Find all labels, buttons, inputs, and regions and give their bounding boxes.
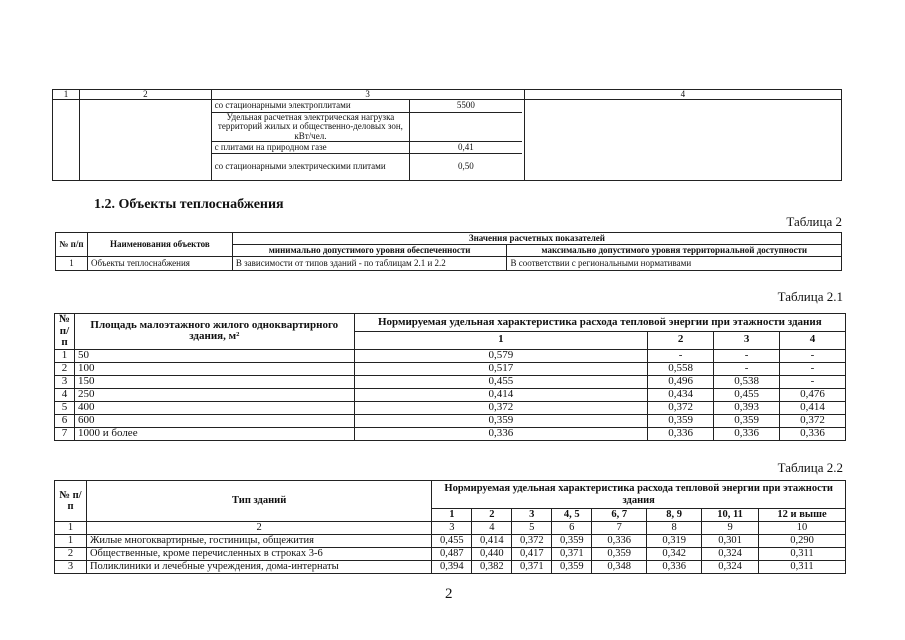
row-area: 50 — [74, 349, 354, 362]
row-type: Поликлиники и лечебные учреждения, дома-интернаты — [86, 561, 431, 574]
value-cell: 0,394 — [432, 561, 472, 574]
value-cell: 0,359 — [552, 561, 592, 574]
value-cell: - — [714, 362, 780, 375]
row-num: 1 — [56, 257, 88, 271]
row-name: Объекты теплоснабжения — [87, 257, 232, 271]
floor-header: 3 — [512, 509, 552, 522]
col-area-header: Площадь малоэтажного жилого одноквартирного здания, м² — [74, 314, 354, 350]
value-cell: 0,517 — [354, 362, 648, 375]
floor-header: 1 — [354, 331, 648, 349]
value-cell: 0,417 — [512, 548, 552, 561]
floor-header: 6, 7 — [592, 509, 647, 522]
row-value — [410, 112, 522, 141]
nested-cell — [211, 100, 524, 180]
value-cell: 0,382 — [472, 561, 512, 574]
table-row — [55, 548, 846, 561]
row-num: 4 — [55, 388, 75, 401]
value-cell: 0,487 — [432, 548, 472, 561]
index-cell: 5 — [512, 522, 552, 535]
row-num: 1 — [55, 535, 87, 548]
index-cell: 4 — [472, 522, 512, 535]
index-cell: 2 — [86, 522, 431, 535]
table-row — [55, 401, 846, 414]
value-cell: 0,359 — [648, 414, 714, 427]
value-cell: 0,440 — [472, 548, 512, 561]
index-cell: 10 — [759, 522, 846, 535]
col-num-header: № п/п — [55, 481, 87, 522]
value-cell: 0,476 — [780, 388, 846, 401]
table-row — [55, 427, 846, 440]
value-cell: 0,455 — [432, 535, 472, 548]
index-cell: 3 — [432, 522, 472, 535]
value-cell: 0,558 — [648, 362, 714, 375]
value-cell: - — [714, 349, 780, 362]
row-label: с плитами на природном газе — [212, 142, 410, 154]
row-num: 2 — [55, 548, 87, 561]
table-row — [55, 375, 846, 388]
row-num: 3 — [55, 375, 75, 388]
value-cell: - — [780, 349, 846, 362]
value-cell: 0,359 — [592, 548, 647, 561]
row-num: 2 — [55, 362, 75, 375]
floor-header: 8, 9 — [647, 509, 702, 522]
index-cell: 8 — [647, 522, 702, 535]
value-cell: 0,359 — [552, 535, 592, 548]
table-2-2 — [54, 480, 846, 574]
value-cell: 0,372 — [780, 414, 846, 427]
value-cell: 0,301 — [702, 535, 759, 548]
table-row — [55, 388, 846, 401]
value-cell: 0,371 — [512, 561, 552, 574]
table-caption: Таблица 2.2 — [777, 460, 843, 475]
value-cell: 0,336 — [647, 561, 702, 574]
value-cell: - — [648, 349, 714, 362]
value-cell: 0,579 — [354, 349, 648, 362]
value-cell: 0,336 — [592, 535, 647, 548]
row-type: Общественные, кроме перечисленных в строках 3-6 — [86, 548, 431, 561]
header-cell: 4 — [524, 90, 841, 100]
value-cell: 0,455 — [714, 388, 780, 401]
value-cell: 0,336 — [648, 427, 714, 440]
value-cell: - — [780, 362, 846, 375]
row-value: 0,41 — [410, 142, 522, 154]
value-cell: 0,324 — [702, 548, 759, 561]
row-area: 600 — [74, 414, 354, 427]
table-row — [55, 414, 846, 427]
value-cell: 0,359 — [714, 414, 780, 427]
table-row — [55, 349, 846, 362]
index-cell: 7 — [592, 522, 647, 535]
row-label: Удельная расчетная электрическая нагрузка территорий жилых и общественно-деловых зон, кВт/чел. — [212, 112, 410, 141]
floor-header: 2 — [472, 509, 512, 522]
table-row — [55, 535, 846, 548]
row-num: 5 — [55, 401, 75, 414]
row-num: 6 — [55, 414, 75, 427]
value-cell: 0,336 — [780, 427, 846, 440]
value-cell: 0,311 — [759, 548, 846, 561]
table-2-1 — [54, 313, 846, 441]
value-cell: 0,342 — [647, 548, 702, 561]
col-num-header: № п/п — [55, 314, 75, 350]
table-caption: Таблица 2 — [786, 214, 842, 229]
value-cell: 0,359 — [354, 414, 648, 427]
row-value: 5500 — [410, 100, 522, 112]
value-cell: 0,372 — [648, 401, 714, 414]
page-number: 2 — [445, 586, 453, 602]
value-cell: 0,371 — [552, 548, 592, 561]
col-name-header: Наименования объектов — [87, 233, 232, 257]
table-caption: Таблица 2.1 — [777, 289, 843, 304]
floor-header: 10, 11 — [702, 509, 759, 522]
floor-header: 4 — [780, 331, 846, 349]
floor-header: 3 — [714, 331, 780, 349]
col-min-header: минимально допустимого уровня обеспеченности — [232, 245, 507, 257]
col-group-header: Значения расчетных показателей — [232, 233, 841, 245]
value-cell: 0,311 — [759, 561, 846, 574]
row-area: 400 — [74, 401, 354, 414]
row-area: 250 — [74, 388, 354, 401]
value-cell: 0,372 — [512, 535, 552, 548]
value-cell: 0,336 — [354, 427, 648, 440]
section-title: 1.2. Объекты теплоснабжения — [94, 197, 284, 212]
table-row — [55, 362, 846, 375]
value-cell: 0,324 — [702, 561, 759, 574]
value-cell: 0,393 — [714, 401, 780, 414]
continuation-table — [52, 89, 842, 181]
table-2 — [55, 232, 842, 271]
col-num-header: № п/п — [56, 233, 88, 257]
table-row — [55, 561, 846, 574]
row-area: 150 — [74, 375, 354, 388]
floor-header: 2 — [648, 331, 714, 349]
value-cell: 0,496 — [648, 375, 714, 388]
floor-header: 12 и выше — [759, 509, 846, 522]
index-cell: 1 — [55, 522, 87, 535]
row-num: 7 — [55, 427, 75, 440]
index-cell: 6 — [552, 522, 592, 535]
value-cell: 0,434 — [648, 388, 714, 401]
header-cell: 1 — [53, 90, 80, 100]
value-cell: 0,414 — [780, 401, 846, 414]
row-type: Жилые многоквартирные, гостиницы, общежития — [86, 535, 431, 548]
floor-header: 1 — [432, 509, 472, 522]
row-min: В зависимости от типов зданий - по таблицам 2.1 и 2.2 — [232, 257, 507, 271]
value-cell: 0,414 — [354, 388, 648, 401]
floor-header: 4, 5 — [552, 509, 592, 522]
col-group-header: Нормируемая удельная характеристика расхода тепловой энергии при этажности здания — [354, 314, 845, 332]
value-cell: 0,319 — [647, 535, 702, 548]
value-cell: - — [780, 375, 846, 388]
nested-table — [212, 100, 522, 179]
value-cell: 0,348 — [592, 561, 647, 574]
value-cell: 0,290 — [759, 535, 846, 548]
row-area: 100 — [74, 362, 354, 375]
index-cell: 9 — [702, 522, 759, 535]
col-group-header: Нормируемая удельная характеристика расхода тепловой энергии при этажности здания — [432, 481, 846, 509]
header-cell: 3 — [211, 90, 524, 100]
value-cell: 0,414 — [472, 535, 512, 548]
row-num: 3 — [55, 561, 87, 574]
col-max-header: максимально допустимого уровня территориальной доступности — [507, 245, 842, 257]
value-cell: 0,538 — [714, 375, 780, 388]
value-cell: 0,455 — [354, 375, 648, 388]
value-cell: 0,336 — [714, 427, 780, 440]
col-type-header: Тип зданий — [86, 481, 431, 522]
row-value: 0,50 — [410, 154, 522, 180]
row-label: со стационарными электроплитами — [212, 100, 410, 112]
row-num: 1 — [55, 349, 75, 362]
row-max: В соответствии с региональными нормативами — [507, 257, 842, 271]
header-cell: 2 — [79, 90, 211, 100]
row-area: 1000 и более — [74, 427, 354, 440]
value-cell: 0,372 — [354, 401, 648, 414]
row-label: со стационарными электрическими плитами — [212, 154, 410, 180]
